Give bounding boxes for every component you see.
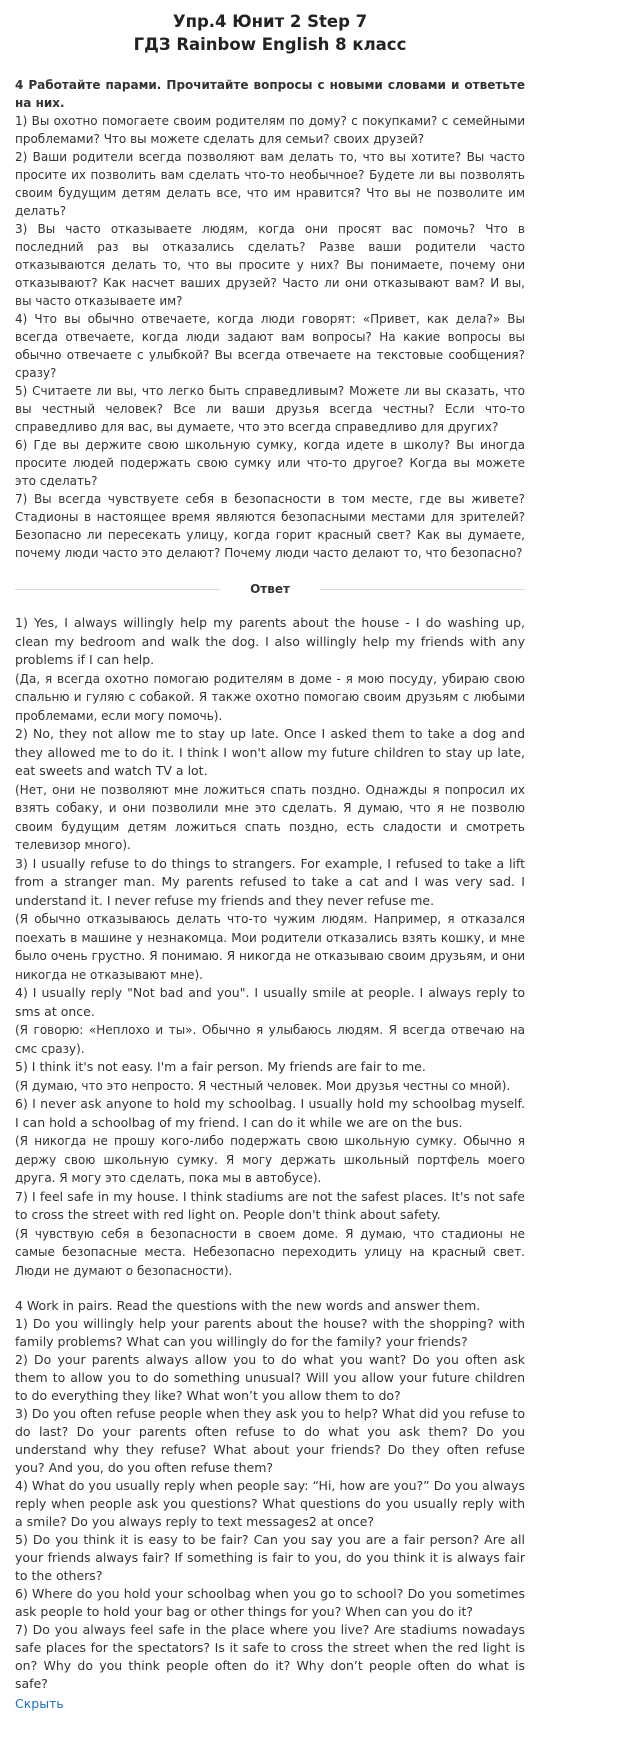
divider-line: [15, 589, 220, 590]
task-russian-heading: 4 Работайте парами. Прочитайте вопросы с новыми словами и ответьте на них.: [15, 78, 525, 110]
answer-translation: (Я думаю, что это непросто. Я честный человек. Мои друзья честны со мной).: [15, 1078, 511, 1093]
answer-translation: (Я чувствую себя в безопасности в своем доме. Я думаю, что стадионы не самые безопасные места. Небезопасно переходить улицу на красный свет. Люди не думают о безопасности).: [15, 1226, 525, 1278]
task-russian-question: 3) Вы часто отказываете людям, когда они просят вас помочь? Что в последний раз вы отказались сделать? Разве ваши родители часто отказываются делать то, что вы просите у них? Вы понимаете, почему они отказывают? Как насчет ваших друзей? Часто ли они отказывают вам? И вы, вы часто отказываете им?: [15, 222, 525, 308]
divider-line: [320, 589, 525, 590]
page-title: [15, 10, 525, 56]
task-russian-question: 1) Вы охотно помогаете своим родителям по дому? с покупками? с семейными проблемами? Что вы можете сделать для семьи? своих друзей?: [15, 114, 525, 146]
answer-english: 2) No, they not allow me to stay up late. Once I asked them to take a dog and they allowed me to do it. I think I won't allow my future children to stay up late, eat sweets and watch TV a lot.: [15, 726, 525, 778]
answer-english: 6) I never ask anyone to hold my schoolbag. I usually hold my schoolbag myself. I can hold a schoolbag of my friend. I can do it while we are on the bus.: [15, 1096, 525, 1130]
answer-divider: [15, 582, 525, 596]
task-english-question: 1) Do you willingly help your parents about the house? with the shopping? with family problems? What can you willingly do for the family? your friends?: [15, 1316, 525, 1349]
answer-translation: (Нет, они не позволяют мне ложиться спать поздно. Однажды я попросил их взять собаку, и они позволили мне это сделать. Я думаю, что я не позволю своим будущим детям ложиться спать поздно, есть сладости и смотреть телевизор много).: [15, 782, 525, 852]
answer-translation: (Я обычно отказываюсь делать что-то чужим людям. Например, я отказался поехать в машине у незнакомца. Мои родители отказались взять кошку, и мне было очень грустно. Я понимаю. Я никогда не отказываю своим друзьям, и они никогда не отказывают мне).: [15, 912, 525, 982]
task-russian-question: 4) Что вы обычно отвечаете, когда люди говорят: «Привет, как дела?» Вы всегда отвечаете, когда люди задают вам вопросы? На какие вопросы вы обычно отвечаете с улыбкой? Вы всегда отвечаете на текстовые сообщения? сразу?: [15, 312, 525, 380]
task-english-question: 7) Do you always feel safe in the place where you live? Are stadiums nowadays safe places for the spectators? Is it safe to cross the street when the red light is on? Why do you think people often do it? Why don’t people often do what is safe?: [15, 1622, 525, 1691]
task-english-question: 5) Do you think it is easy to be fair? Can you say you are a fair person? Are all your friends always fair? If something is fair to you, do you think it is always fair to the others?: [15, 1532, 525, 1583]
answer-english: 5) I think it's not easy. I'm a fair person. My friends are fair to me.: [15, 1059, 426, 1074]
task-russian: [15, 76, 525, 562]
answer-text: [15, 614, 525, 1280]
answer-english: 7) I feel safe in my house. I think stadiums are not the safest places. It's not safe to cross the street with red light on. People don't think about safety.: [15, 1188, 525, 1222]
answer-translation: (Я говорю: «Неплохо и ты». Обычно я улыбаюсь людям. Я всегда отвечаю на смс сразу).: [15, 1023, 525, 1056]
page-title-line1: Упр.4 Юнит 2 Step 7: [172, 12, 368, 31]
task-english-question: 2) Do your parents always allow you to do what you want? Do you often ask them to allow you to do something unusual? Will you allow your future children to do everything they like? What won’t you allow them to do?: [15, 1352, 525, 1403]
task-english-question: 4) What do you usually reply when people say: “Hi, how are you?” Do you always reply when people ask you questions? What questions do you usually reply with a smile? Do you always reply to text messages2 at once?: [15, 1478, 525, 1529]
answer-translation: (Да, я всегда охотно помогаю родителям в доме - я мою посуду, убираю свою спальню и гуляю с собакой. Я также охотно помогаю своим друзьям с любыми проблемами, если могу помочь).: [15, 671, 525, 723]
task-russian-question: 6) Где вы держите свою школьную сумку, когда идете в школу? Вы иногда просите людей подержать свою сумку или что-то другое? Когда вы можете это сделать?: [15, 438, 525, 488]
answer-english: 3) I usually refuse to do things to strangers. For example, I refused to take a lift from a stranger man. My parents refused to take a cat and I was very sad. I understand it. I never refuse my friends and they never refuse me.: [15, 855, 525, 908]
task-russian-question: 7) Вы всегда чувствуете себя в безопасности в том месте, где вы живете? Стадионы в настоящее время являются безопасными местами для зрителей? Безопасно ли пересекать улицу, когда горит красный свет? Как вы думаете, почему люди часто это делают? Почему люди часто делают то, что безопасно?: [15, 492, 525, 560]
task-english-question: 6) Where do you hold your schoolbag when you go to school? Do you sometimes ask people to hold your bag or other things for you? When can you do it?: [15, 1586, 525, 1619]
answer-label: Ответ: [250, 582, 290, 596]
answer-english: 4) I usually reply "Not bad and you". I usually smile at people. I always reply to sms at once.: [15, 985, 525, 1019]
page-title-line2: ГДЗ Rainbow English 8 класс: [133, 35, 407, 54]
answer-translation: (Я никогда не прошу кого-либо подержать свою школьную сумку. Обычно я держу свою школьную сумку. Я могу держать школьный портфель моего друга. Я могу это сделать, пока мы в автобусе).: [15, 1134, 525, 1185]
task-english-question: 3) Do you often refuse people when they ask you to help? What did you refuse to do last? Do your parents often refuse to do what you ask them? Do you understand why they refuse? What about your friends? Do they often refuse you? And you, do you often refuse them?: [15, 1406, 525, 1475]
task-russian-question: 2) Ваши родители всегда позволяют вам делать то, что вы хотите? Вы часто просите их позволить вам сделать что-то необычное? Будете ли вы позволять своим будущим детям делать все, что им нравится? Что вы не позволите им делать?: [15, 150, 525, 218]
task-english: [15, 1297, 525, 1693]
hide-link[interactable]: Скрыть: [15, 1696, 64, 1711]
task-russian-question: 5) Считаете ли вы, что легко быть справедливым? Можете ли вы сказать, что вы честный человек? Все ли ваши друзья всегда честны? Если что-то справедливо для вас, вы думаете, что это всегда справедливо для других?: [15, 384, 525, 434]
task-english-heading: 4 Work in pairs. Read the questions with the new words and answer them.: [15, 1298, 481, 1313]
answer-english: 1) Yes, I always willingly help my parents about the house - I do washing up, clean my bedroom and walk the dog. I also willingly help my friends with any problems if I can help.: [15, 615, 525, 667]
